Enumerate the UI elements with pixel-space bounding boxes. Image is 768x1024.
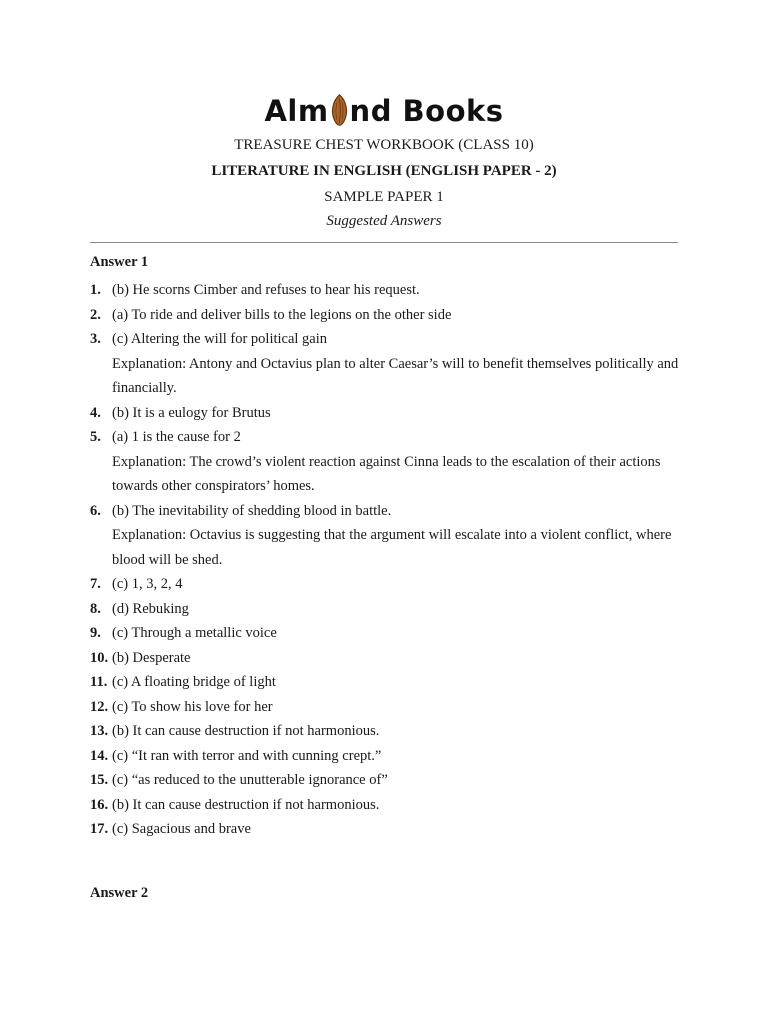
item-number: 13. [90, 723, 109, 739]
item-number: 1. [90, 282, 101, 298]
list-item [90, 744, 680, 769]
item-text: (d) Rebuking [112, 600, 189, 617]
item-text: (b) It is a eulogy for Brutus [112, 404, 271, 421]
answer-list [90, 278, 680, 842]
list-item [90, 719, 680, 744]
item-number: 9. [90, 625, 101, 641]
list-item [90, 621, 680, 646]
item-text: (b) He scorns Cimber and refuses to hear his request. [112, 282, 420, 298]
almond-books-logo [0, 92, 768, 128]
list-item [90, 793, 680, 818]
item-number: 6. [90, 502, 101, 519]
explanation [90, 352, 680, 401]
list-item [90, 670, 680, 695]
item-number: 10. [90, 649, 109, 666]
answer-1-heading: Answer 1 [90, 254, 149, 270]
item-number: 8. [90, 600, 101, 617]
list-item [90, 327, 680, 352]
list-item [90, 278, 680, 303]
list-item [90, 425, 680, 450]
item-text: (c) “as reduced to the unutterable ignorance of” [112, 772, 388, 788]
item-text: (a) To ride and deliver bills to the legions on the other side [112, 306, 452, 323]
logo-text-right: nd Books [349, 94, 504, 128]
item-number: 17. [90, 821, 109, 837]
item-text: (b) The inevitability of shedding blood in battle. [112, 502, 392, 519]
item-text: (b) Desperate [112, 649, 191, 666]
explanation-text: Explanation: Octavius is suggesting that the argument will escalate into a violent conflict, where blood will be shed. [112, 527, 672, 568]
item-text: (c) Through a metallic voice [112, 625, 277, 641]
item-number: 14. [90, 747, 109, 764]
sample-paper-title: SAMPLE PAPER 1 [324, 189, 444, 205]
item-number: 15. [90, 772, 109, 788]
item-number: 4. [90, 404, 101, 421]
explanation-text: Explanation: Antony and Octavius plan to alter Caesar’s will to benefit themselves politically and financially. [112, 355, 679, 396]
item-number: 5. [90, 429, 101, 445]
list-item [90, 597, 680, 622]
item-text: (a) 1 is the cause for 2 [112, 429, 241, 445]
suggested-answers-subtitle: Suggested Answers [326, 213, 442, 229]
list-item [90, 817, 680, 842]
workbook-title: TREASURE CHEST WORKBOOK (CLASS 10) [234, 137, 534, 153]
item-number: 3. [90, 331, 101, 347]
list-item [90, 572, 680, 597]
item-number: 12. [90, 698, 109, 715]
item-number: 16. [90, 796, 109, 813]
list-item [90, 499, 680, 524]
item-text: (c) To show his love for her [112, 698, 273, 715]
list-item [90, 303, 680, 328]
answer-2-heading: Answer 2 [90, 885, 149, 901]
item-text: (c) “It ran with terror and with cunning crept.” [112, 747, 382, 764]
item-text: (c) 1, 3, 2, 4 [112, 576, 183, 592]
explanation [90, 450, 680, 499]
almond-icon [330, 93, 349, 127]
paper-title: LITERATURE IN ENGLISH (ENGLISH PAPER - 2) [211, 163, 557, 179]
item-number: 7. [90, 576, 101, 592]
list-item [90, 401, 680, 426]
list-item [90, 768, 680, 793]
explanation-text: Explanation: The crowd’s violent reaction against Cinna leads to the escalation of their actions towards other conspirators’ homes. [112, 453, 661, 494]
divider [90, 242, 678, 243]
item-number: 2. [90, 306, 101, 323]
item-text: (c) A floating bridge of light [112, 674, 276, 690]
item-text: (b) It can cause destruction if not harmonious. [112, 796, 380, 813]
list-item [90, 646, 680, 671]
item-text: (b) It can cause destruction if not harmonious. [112, 723, 380, 739]
item-text: (c) Sagacious and brave [112, 821, 251, 837]
item-text: (c) Altering the will for political gain [112, 331, 328, 347]
list-item [90, 695, 680, 720]
logo-text-left: Alm [264, 94, 329, 128]
explanation [90, 523, 680, 572]
item-number: 11. [90, 674, 108, 690]
